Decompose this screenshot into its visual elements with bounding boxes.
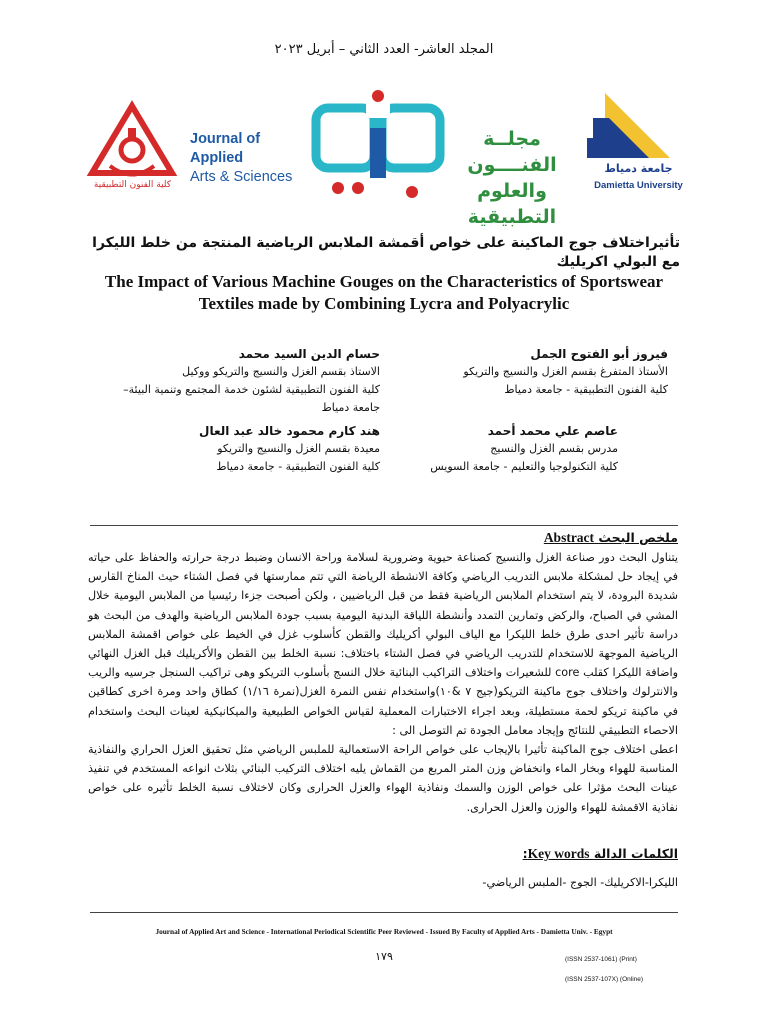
author-affiliation: كلية الفنون التطبيقية - جامعة دمياط — [504, 383, 668, 396]
author-name: هند كارم محمود خالد عبد العال — [199, 424, 380, 438]
author-block-3 — [388, 422, 618, 476]
university-name-en: Damietta University — [594, 180, 683, 191]
footer-journal-line: Journal of Applied Art and Science - International Periodical Scientific Peer Reviewed - Issued By Faculty of Applied Arts - Damietta Univ. - Egypt — [155, 927, 613, 936]
author-position: الاستاذ بقسم الغزل والنسيج والتريكو ووكيل — [182, 365, 380, 378]
author-block-1 — [398, 345, 668, 399]
author-position: الأستاذ المتفرغ بقسم الغزل والنسيج والتريكو — [463, 365, 668, 378]
journal-emblem — [308, 88, 448, 213]
keywords-heading-en: Key words — [527, 846, 590, 861]
author-position: مدرس بقسم الغزل والنسيج — [490, 442, 618, 455]
journal-name-ar-line2: والعلوم التطبيقية — [467, 180, 557, 228]
journal-banner — [80, 88, 692, 228]
author-name: فيروز أبو الفتوح الجمل — [530, 347, 668, 361]
journal-name-ar-line1: مجلــة الفنــــون — [467, 128, 557, 176]
journal-name-en-line1: Journal of Applied — [190, 131, 261, 166]
abstract-paragraph: اعطى اختلاف جوج الماكينة تأثيرا بالإيجاب على خواص الراحة الاستعمالية للملبس الرياضي مثل تحقيق العزل الحراري والنفاذية المناسبة للهواء وبخار الماء وانخفاض وزن المتر المربع من القماش يليه اختلاف التركيب البنائي بثلاث انواعه المستخدم في تنفيذ عينات البحث مؤثرا على خواص الوزن والسمك ونفاذية الهواء والعزل الحرارى وكان لاختلاف نسبة الخلط تأثيره على خواص نفاذية الاقمشة للهواء والوزن والعزل الحرارى. — [88, 743, 678, 814]
journal-name-en — [190, 130, 300, 187]
faculty-logo-caption: كلية الفنون التطبيقية — [93, 180, 172, 190]
abstract-heading — [544, 530, 678, 546]
abstract-paragraph: يتناول البحث دور صناعة الغزل والنسيج كصناعة حيوية وضرورية لسلامة وراحة الانسان وضبط درجة حرارته والحفاظ على حياته في إيجاد حل لمشكلة ملابس التدريب الرياضي وكافة الانشطة الرياضة التي تتم ممارستها في فصل الشتاء حيث المناخ القارس شديدة البرودة، لا يتم استخدام الملابس الرياضية فقط من قبل الرياضيين ، ولكن أصبحت جزءا رئيسيا من الملابس اليومية خلال المشي في الصباح، والركض وتمارين التمدد وأنشطة اللياقة البدنية اليومية بسبب جودة الملابس الرياضية والهدف من البحث هو دراسة تأثير احدى طرق خلط الليكرا مع الياف البولي أكريليك والقطن كأسلوب غزل في الخيط على خواص اقمشة الملابس الرياضية الموجهة للاستخدام للتدريب الرياضي في فصل الشتاء باختلاف: نسبة الخلط بين القطن والأكريليك قبل الغزل النهائي واضافة الليكرا كقلب core للشعيرات واختلاف التراكيب البنائية خلال النسج بأسلوب التريكو وهى تراكيب السنجل جرسيه والريب والانترلوك واختلاف جوج ماكينة التريكو(جيج ٧ &١٠)واستخدام نفس النمرة الغزل(نمرة ١/١٦) كطاق واحد ومرة اخرى كطاقين في ماكينة تريكو لحمة مستطيلة، وبعد اجراء الاختبارات المعملية لقياس الخواص الطبيعية والميكانيكية لعينات البحث واستخدام الاحصاء التطبيقي للنتائج وإيجاد معامل الجودة تم التوصل الى : — [88, 551, 679, 737]
issn-online: (ISSN 2537-107X) (Online) — [565, 976, 644, 983]
journal-name-ar — [452, 126, 572, 230]
issue-header: المجلد العاشر- العدد الثاني – أبريل ٢٠٢٣ — [274, 42, 494, 57]
author-affiliation: كلية الفنون التطبيقية لشئون خدمة المجتمع وتنمية البيئة– — [123, 383, 380, 396]
keywords-text: الليكرا-الاكريليك- الجوج -الملبس الرياضي- — [482, 876, 678, 889]
author-name: عاصم علي محمد أحمد — [487, 424, 618, 438]
faculty-logo — [80, 88, 185, 213]
author-name: حسام الدين السيد محمد — [238, 347, 380, 361]
page-number: ١٧٩ — [375, 950, 393, 963]
english-title-line1: The Impact of Various Machine Gouges on the Characteristics of Sportswear — [104, 272, 664, 291]
author-affiliation: كلية الفنون التطبيقية - جامعة دمياط — [216, 460, 380, 473]
journal-name-en-line2: Arts & Sciences — [190, 169, 293, 185]
section-divider — [90, 525, 678, 526]
author-block-2 — [112, 345, 380, 417]
keywords-heading: الكلمات الدالة Key words: — [522, 846, 678, 861]
university-logo — [585, 88, 692, 213]
author-block-4 — [140, 422, 380, 476]
issn-print: (ISSN 2537-1061) (Print) — [565, 956, 637, 963]
english-title — [60, 271, 708, 315]
arabic-title: تأثيراختلاف جوج الماكينة على خواص أقمشة الملابس الرياضية المنتجة من خلط الليكرا مع البولي اكريليك — [92, 235, 680, 270]
keywords-heading-ar: الكلمات الدالة — [593, 846, 678, 861]
issn-block — [565, 950, 643, 990]
abstract-body — [88, 548, 678, 817]
university-name-ar: جامعة دمياط — [604, 162, 673, 175]
abstract-heading-ar: ملخص البحث — [598, 530, 678, 545]
footer-divider — [90, 912, 678, 913]
author-position: معيدة بقسم الغزل والنسيج والتريكو — [217, 442, 380, 455]
author-affiliation-cont: جامعة دمياط — [321, 401, 380, 414]
english-title-line2: Textiles made by Combining Lycra and Polyacrylic — [198, 294, 570, 313]
abstract-heading-en: Abstract — [543, 530, 595, 545]
author-affiliation: كلية التكنولوجيا والتعليم - جامعة السويس — [430, 460, 618, 473]
